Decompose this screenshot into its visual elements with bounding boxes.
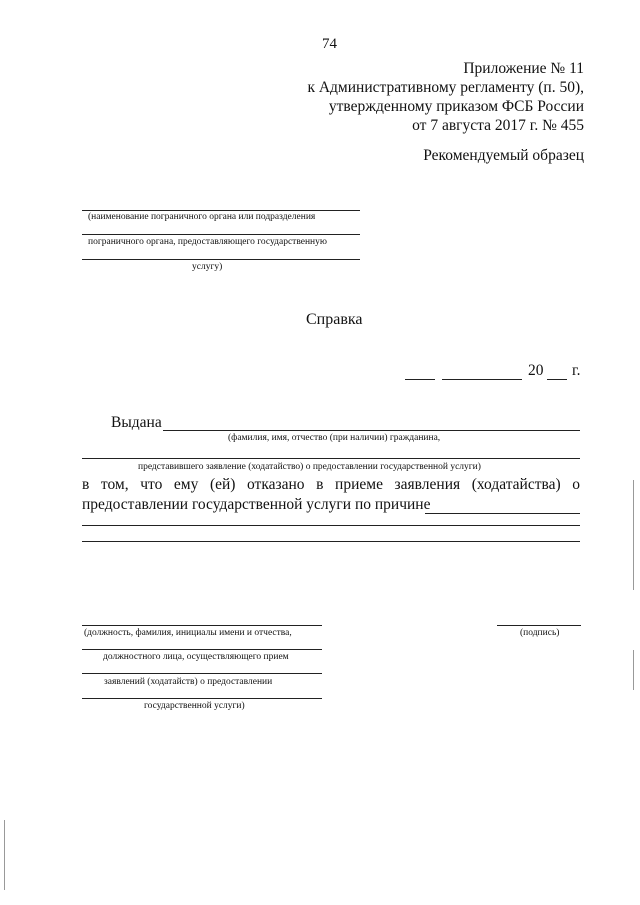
refusal-word: отказано (247, 476, 305, 493)
signatory-caption-1: (должность, фамилия, инициалы имени и отчества, (84, 628, 292, 638)
refusal-word: о (572, 476, 580, 493)
date-year-line (547, 379, 567, 380)
signatory-line-2 (82, 649, 322, 650)
organ-line-2 (82, 234, 360, 235)
refusal-word: ему (173, 476, 199, 493)
signature-line (497, 625, 581, 626)
refusal-text-line-1 (82, 476, 580, 494)
sample-label: Рекомендуемый образец (423, 147, 584, 164)
appendix-approved: утвержденному приказом ФСБ России (328, 98, 584, 115)
organ-caption-3: услугу) (192, 262, 223, 272)
refusal-text-line-2: предоставлении государственной услуги по причине (82, 496, 431, 513)
signatory-caption-2: должностного лица, осуществляющего прием (103, 652, 289, 662)
signature-caption: (подпись) (520, 628, 560, 638)
refusal-word: в (316, 476, 324, 493)
issued-name-line (163, 430, 580, 431)
issued-caption-2: представившего заявление (ходатайство) о предоставлении государственной услуги) (138, 462, 481, 472)
refusal-word: приеме (335, 476, 383, 493)
scan-edge-mark (633, 480, 634, 590)
appendix-regulation: к Административному регламенту (п. 50), (307, 79, 584, 96)
organ-caption-1: (наименование пограничного органа или подразделения (88, 212, 316, 222)
signatory-caption-3: заявлений (ходатайств) о предоставлении (104, 677, 273, 687)
reason-line-2 (82, 525, 580, 526)
refusal-word: что (140, 476, 163, 493)
date-day-line (405, 379, 435, 380)
scan-edge-mark-left (4, 820, 5, 890)
issued-caption-1: (фамилия, имя, отчество (при наличии) гражданина, (228, 433, 441, 443)
refusal-word: в (82, 476, 90, 493)
signatory-line-1 (82, 625, 322, 626)
issued-label: Выдана (111, 414, 162, 431)
refusal-word: том, (100, 476, 129, 493)
date-year-prefix: 20 (528, 362, 544, 379)
signatory-caption-4: государственной услуги) (144, 701, 245, 711)
scan-edge-mark-lower (633, 650, 634, 690)
date-month-line (442, 379, 522, 380)
page-number: 74 (322, 36, 337, 52)
appendix-header (264, 59, 584, 135)
document-title: Справка (306, 311, 363, 328)
appendix-date: от 7 августа 2017 г. № 455 (412, 117, 584, 134)
reason-line-1 (425, 513, 580, 514)
signatory-line-3 (82, 673, 322, 674)
issued-line-2 (82, 458, 580, 459)
signatory-line-4 (82, 698, 322, 699)
refusal-word: заявления (394, 476, 461, 493)
reason-line-3 (82, 541, 580, 542)
refusal-word: (ей) (209, 476, 236, 493)
date-year-suffix: г. (572, 362, 581, 379)
refusal-word: (ходатайства) (471, 476, 561, 493)
organ-caption-2: пограничного органа, предоставляющего государственную (88, 237, 327, 247)
organ-line-1 (82, 210, 360, 211)
organ-line-3 (82, 259, 360, 260)
appendix-number: Приложение № 11 (463, 60, 584, 77)
